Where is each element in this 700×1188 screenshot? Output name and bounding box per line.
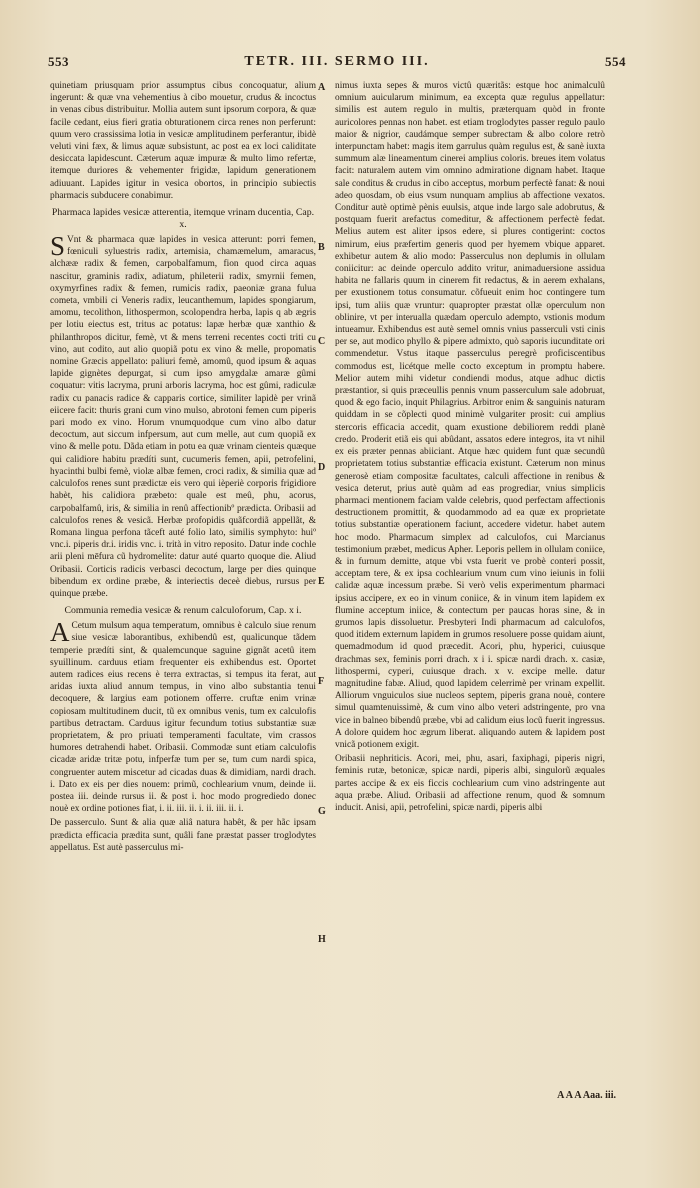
signature-mark: A A A Aaa. iii. (557, 1090, 616, 1101)
right-column (335, 80, 605, 1090)
running-title: TETR. III. SERMO III. (244, 54, 430, 69)
section-markers (316, 80, 336, 1090)
paragraph: quinetiam priusquam prior assumptus cibus concoquatur, alium ingerunt: & quæ vna vehementius à cibo mouetur, crudus & incoctus in venas cibus distribuitur. Mollia autem sunt ipsorum corpora, & quæ facile cedant, eius fieri gratia obturationem circa renes non perferunt: quum vero crassissima lotia in vesicæ amplitudinem perferantur, ibidè veluti vini fæx, & limus aquæ subsistunt, ac post ea ex loci caliditate desiccata lapidescunt. Cæterum aquæ impuræ & multo limo refertæ, itemque duriores & vehementer frigidæ, lapidum generationem adiuuant. Lapides igitur in vesica obortos, in principio subiectis pharmacis subducere conabimur. (50, 81, 316, 201)
page-number-left: 553 (48, 54, 69, 69)
chapter-heading: Pharmaca lapides vesicæ atterentia, itemque vrinam ducentia, Cap. x. (51, 207, 315, 231)
left-column (50, 80, 316, 1090)
drop-cap: A (50, 617, 70, 648)
section-marker: F (318, 676, 325, 687)
page-number-right: 554 (605, 54, 626, 69)
paragraph (50, 231, 316, 600)
paragraph: De passerculo. Sunt & alia quæ aliâ natura habêt, & per hãc ipsam prædicta efficacia prædita sunt, quâli fane præstat passer troglodytes appellatus. Est autè passerculus mi- (50, 818, 316, 853)
section-marker: C (318, 336, 326, 347)
paragraph-text: Cetum mulsum aqua temperatum, omnibus è calculo siue renum siue vesicæ laborantibus, exhibendû est, qualicunque tãdem temperie prædíti sint, & qualemcunque saguine gignãt acetû item syuillinum. carduus etiam frequenter eis exhibendus est. Oportet autem radices eius recens è terra extractas, si tempus ita ferat, aut aridas iuxta aliud annum tempus, in vino albo substantia tenui decoquere, & largius eam potionem offerre. cruftæ enim vrinæ copiosam multitudinem ducit, tũ ex omnibus venis, tum ex calculofis partibus detractam. Carduus igitur fecundum totius substantiæ suæ proprietatem, & pro priuati temperamenti facultate, vim crassos humores detrahendi habet. Oribasii. Commodæ sunt etiam calculofis cicadæ aridæ tritæ potu, infperfæ tum per se, tum cum nardi spica, congruenter autem miscetur ad cicadas duas & dimidiam, nardi drach. i. Dato ex eis per dies nouem: primũ, cochlearium vnum, deinde ii. postea iii. deinde rursus ii. & post i. hoc modo progrediedo donec nouè ex ordine potiones fiat, i. ii. iii. ii. i. ii. iii. ii. i. (50, 621, 316, 815)
drop-cap: S (50, 231, 66, 262)
paragraph (50, 617, 316, 815)
paragraph: nimus iuxta sepes & muros victû quæritãs: estque hoc animalculû omnium auicularum minimum, ea excepta quæ regulus appellatur: similis est autem regulo in multis, præterquam quòd in fronte auricolores pennas non habet. est etiam troglodytes passer regulo paulo maior & nigrior, caudámque semper subrectam & albo colore retrò interpunctam habet: magis item garrulus quàm regulus est, & sanè iuxta summum alæ lineamentum cinerei amplius coloris. breues item volatus facit: naturalem autem vim omnino admiratione dignam habet. Itaque sale conditus & crudus in cibo acceptus, morbum perfectè fanat: & noui adeo quosdam, ob eius vsum nunquam amplius ab affectione vexatos. Conditur autè optimè pènis euulsis, atque inde largo sale adobrutus, & postquam fuerit arefactus comeditur, & affectionem perfectè fedat. Melius autem est aliter ipsos edere, si plures contigerint: coctos nimirum, eius præfertim generis quod per hyemem vbique apparet. exhibetur autem & alio modo: Passerculus non deplumis in ollulam coniicitur: ac deinde operculo addito vritur, animaduersione assidua habita ne fallaris quum in cinerem fit redactus, & in aerem exhalans, per exustionem totus consumatur. cõfueuit enim hoc contingere tum ipsi, tum aliis quæ vruntur: quapropter præstat ollæ operculum non oblinire, vt per interualla quædam operculo adempto, vstionis modum intueamur. Exhibendus est autè semel omnis vnius passerculi vsti cinis per se, aut modico phyllo & pipere admixto, quò saporis iucunditate ori commendetur. Vstus itaque passerculus peregrè proficiscentibus commodus est, licétque melle cocto exceptum in promptu habere. Melior autem mihi videtur condiendi modus, atque adhuc dictis præstantior, si quis præceullis pennis vnum passerculum sale adobruat, quod & ego facio, inquit Philagrius. Arbitror enim & sanguinis naturam quiddam in se cõplecti quod minimè vulgariter prosit: cui amplius stercoris efficacia accedit, quam exustione debiliorem reddi planè credo. Proderit etiã eis qui abûdant, assatos edere integros, ita vt nihil ex eis præter pennas abiiciant. Atque hæc quidem funt quæ secundû proprietatem totius substantiæ efficacia existunt. Cæterum non minus generosè etiam compositæ facultates, calculi affectione in renibus & vesica deterut, prius autè quàm ad eas progrediar, vnius simplicis pharmaci mentionem faciam valde celebris, quod perfectam affectionis destructionem promittit, & quodammodo ad ea quæ ex proprietate totius substantiæ operationem faciunt, accedere videtur. habet autem hoc modo. Pharmacum simplex ad calculofos, cui Marcianus testimonium præbet, medicus Apher. Leporis pellem in ollulam coniice, & in furnum demitte, atque vbi vsta fuerit ve probè conteri possit, acceptam tere, & ex ipsa cochlearium vnum cum vino ieiunis in folii calidæ aquæ incessum præbe. Si verò velis experimentum pharmaci ipsius accipere, ex eo in vinum coniice, & in vinum item lapidem ex flumine acceptum iniice, & contectum per paucas horas sine, & in grumos lapis dissoluetur. Presbyteri Indi pharmacum ad calculofos, quod itidem externum lapidem in grumos resoluere posse quidam aiunt, quemadmodum id quod præcedit. Acori, phu, hyperici, cuiusque drachmas sex, feminis porri drach. x i i. spicæ nardi drach. x. casiæ, lithospermi, cyperi, cuiusque drach. x v. excipe melle. datur magnitudine fabæ. Aliud, quod lapidem celerrimè per vrinam expellit. Alliorum vnguiculos siue nucleos septem, piperis grana nouè, contere simul quamtenuissimè, & cum vino albo veteri adstringente, pro vna vice in balneo bibendû præbe, vbi ad calidum eius locũ fuerit ingressus. A dolore quidem hoc ægrum liberat. aliquando autem & lapidem post vnicã potionem exigit. (335, 81, 605, 750)
paragraph-text: Vnt & pharmaca quæ lapides in vesica atterunt: porri femen, fœniculi syluestris radix, artemisia, chamæmelum, amaracus, alchææ radix & femen, carpobalfamum, fion quod circa aquas nascitur, graminis radix, adiatum, phileterii radix, smyrnii femen, oxymyrfines radix & femen, rumicis radix, paeoniæ grana fulua cometa, vmbili ci Veneris radix, leucanthemum, lapides spongiarum, amomu, tecolithon, lithospermon, scolopendra herba, lapis q ab ægris per lotiu eiectus est, tritus ac potatus: lapæ herbæ quæ xanthio & philanthropos dicitur, femè, vt & mens terreni recentes cocti triti cu vino, aut codito, aut alio quopiã potu ex vino & melle, propomatis nomine Græcis appellato: paliuri femè, amomû, quod ipsum & aquas lapide gignètes depurgat, si cum ipso amygdalæ amaræ gûmi coquatur: vitis lacryma, pruni arboris lacryma, hoc est gûmi, radiculæ radix cu panacis radice & capparis cortice, similiter lapidè per vrinã eiicere facit: thuris grani cum vino mulso, abrotoni femen cum piperis pari modo ex vino. Horum vnumquodque cum vino albo datur decoctum, aut siccum infpersum, aut cum melle, aut cum quopiã ex vino & melle potu. Dãda etiam in potu ea quæ vrinam cienteis quæque qui calidiore habitu prædíti sunt, cucumeris femen, apii, petrofelini, hyacinthi bulbi femè, violæ albæ femen, croci radix, & similia quæ ad calculofos renes sunt prædictæ eis vero qui ièperiè corporis frigidiore habèt, his calidiora præbeto: quale est meû, phu, acorus, carpobalfamû, iris, & similia in renû affectionibº prædicta. Oribasii ad calculofos renes & vesicã. Herbæ profopidis quãfcordiã appellãt, & Romana lingua perfona tãceft auté folio lato, similis symphyto: huiº vnc.i. piperis dr.i. iridis vnc. i. trità in vitro reposito. Datur inde cochle arii pleni mēfura cũ hydromelite: datur auté quarto quoque die. Aliud Oribasii. Corticis radicis verbasci decoctum, large per dies quinque bibendum ex ordine præbe, & interiectis deceè diebus, rursus per quinque præbe. (50, 235, 316, 599)
section-marker: A (318, 82, 326, 93)
section-marker: B (318, 242, 325, 253)
paragraph: Oribasii nephriticis. Acori, mei, phu, asari, faxiphagi, piperis nigri, feminis rutæ, betonicæ, spicæ nardi, piperis albi, singulorũ æquales partes accipe & ex eis ficcis cochlearium cum vino adstringente aut aqua præbe. Aliud. Oribasii ad affectione renum, quod & somnum inducit. Anisi, apii, petrofelini, spicæ nardi, piperis albi (335, 754, 605, 813)
running-header (48, 54, 626, 76)
section-marker: D (318, 462, 326, 473)
chapter-heading: Communia remedia vesicæ & renum calculoforum, Cap. x i. (64, 605, 302, 617)
section-marker: E (318, 576, 325, 587)
section-marker: H (318, 934, 326, 945)
section-marker: G (318, 806, 326, 817)
